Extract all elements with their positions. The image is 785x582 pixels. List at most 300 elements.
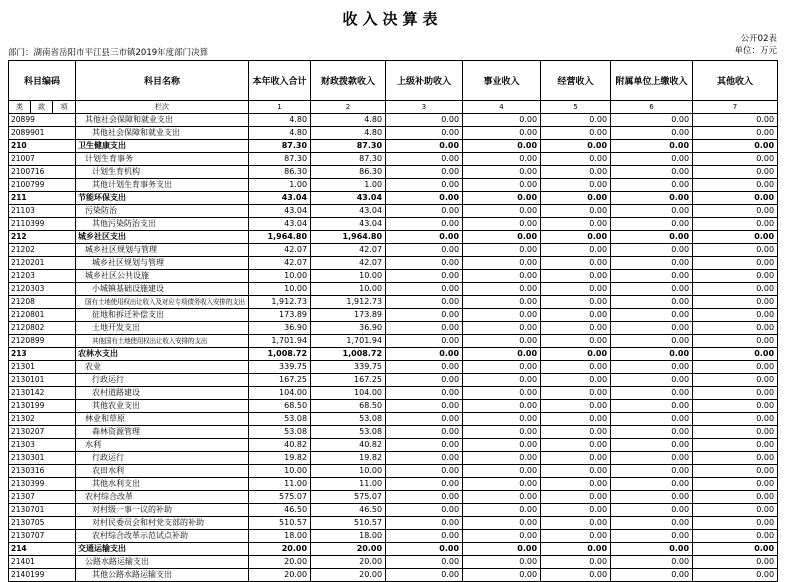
- amount-business-income: 0.00: [463, 425, 541, 438]
- subject-code: 2140199: [9, 568, 76, 581]
- amount-operating-income: 0.00: [541, 568, 611, 581]
- amount-other-income: 0.00: [693, 269, 778, 282]
- col-header-affiliated-unit-income: 附属单位上缴收入: [611, 60, 693, 100]
- amount-affiliated-unit-income: 0.00: [611, 451, 693, 464]
- unit-label: 单位：万元: [734, 46, 777, 57]
- table-row: [9, 321, 778, 334]
- amount-other-income: 0.00: [693, 438, 778, 451]
- amount-total-income: 104.00: [249, 386, 311, 399]
- amount-business-income: 0.00: [463, 113, 541, 126]
- table-row: [9, 373, 778, 386]
- amount-total-income: 40.82: [249, 438, 311, 451]
- column-index-7: 7: [693, 100, 778, 113]
- amount-business-income: 0.00: [463, 477, 541, 490]
- amount-fiscal-appropriation: 10.00: [311, 282, 386, 295]
- amount-fiscal-appropriation: 4.80: [311, 113, 386, 126]
- table-row: [9, 568, 778, 581]
- amount-superior-subsidy: 0.00: [386, 542, 463, 555]
- amount-business-income: 0.00: [463, 217, 541, 230]
- amount-superior-subsidy: 0.00: [386, 321, 463, 334]
- table-row: [9, 542, 778, 555]
- table-row: [9, 295, 778, 308]
- subject-name: 其他水利支出: [76, 477, 249, 490]
- amount-total-income: 167.25: [249, 373, 311, 386]
- amount-operating-income: 0.00: [541, 399, 611, 412]
- subject-code: 2130142: [9, 386, 76, 399]
- amount-fiscal-appropriation: 43.04: [311, 191, 386, 204]
- amount-fiscal-appropriation: 1,008.72: [311, 347, 386, 360]
- meta-right: [734, 33, 777, 58]
- col-header-operating-income: 经营收入: [541, 60, 611, 100]
- amount-fiscal-appropriation: 1,964.80: [311, 230, 386, 243]
- amount-other-income: 0.00: [693, 256, 778, 269]
- amount-operating-income: 0.00: [541, 217, 611, 230]
- amount-superior-subsidy: 0.00: [386, 191, 463, 204]
- amount-other-income: 0.00: [693, 373, 778, 386]
- table-row: [9, 464, 778, 477]
- col-header-other-income: 其他收入: [693, 60, 778, 100]
- amount-total-income: 87.30: [249, 139, 311, 152]
- amount-superior-subsidy: 0.00: [386, 555, 463, 568]
- amount-other-income: 0.00: [693, 529, 778, 542]
- amount-affiliated-unit-income: 0.00: [611, 386, 693, 399]
- amount-business-income: 0.00: [463, 230, 541, 243]
- amount-affiliated-unit-income: 0.00: [611, 516, 693, 529]
- amount-business-income: 0.00: [463, 438, 541, 451]
- table-row: [9, 412, 778, 425]
- amount-other-income: 0.00: [693, 399, 778, 412]
- table-row: [9, 490, 778, 503]
- revenue-table: [8, 60, 778, 582]
- amount-superior-subsidy: 0.00: [386, 386, 463, 399]
- amount-fiscal-appropriation: 87.30: [311, 152, 386, 165]
- column-index-3: 3: [386, 100, 463, 113]
- amount-fiscal-appropriation: 10.00: [311, 269, 386, 282]
- subject-name: 国有土地使用权出让收入及对应专项债务收入安排的支出: [76, 295, 249, 308]
- table-row: [9, 243, 778, 256]
- amount-operating-income: 0.00: [541, 425, 611, 438]
- subject-name: 小城镇基础设施建设: [76, 282, 249, 295]
- subject-name: 城乡社区规划与管理: [76, 243, 249, 256]
- subject-code: 2130399: [9, 477, 76, 490]
- amount-fiscal-appropriation: 20.00: [311, 555, 386, 568]
- table-row: [9, 347, 778, 360]
- table-row: [9, 165, 778, 178]
- amount-superior-subsidy: 0.00: [386, 269, 463, 282]
- amount-superior-subsidy: 0.00: [386, 282, 463, 295]
- amount-operating-income: 0.00: [541, 204, 611, 217]
- amount-superior-subsidy: 0.00: [386, 126, 463, 139]
- amount-superior-subsidy: 0.00: [386, 516, 463, 529]
- amount-other-income: 0.00: [693, 295, 778, 308]
- amount-business-income: 0.00: [463, 386, 541, 399]
- subject-code: 2100799: [9, 178, 76, 191]
- subject-code: 2120201: [9, 256, 76, 269]
- amount-fiscal-appropriation: 43.04: [311, 204, 386, 217]
- amount-business-income: 0.00: [463, 139, 541, 152]
- subject-code: 21303: [9, 438, 76, 451]
- amount-total-income: 10.00: [249, 282, 311, 295]
- amount-operating-income: 0.00: [541, 490, 611, 503]
- amount-superior-subsidy: 0.00: [386, 412, 463, 425]
- amount-affiliated-unit-income: 0.00: [611, 126, 693, 139]
- amount-affiliated-unit-income: 0.00: [611, 542, 693, 555]
- amount-total-income: 36.90: [249, 321, 311, 334]
- col-header-business-income: 事业收入: [463, 60, 541, 100]
- subject-code: 21301: [9, 360, 76, 373]
- amount-fiscal-appropriation: 20.00: [311, 568, 386, 581]
- amount-fiscal-appropriation: 53.08: [311, 425, 386, 438]
- amount-business-income: 0.00: [463, 243, 541, 256]
- amount-business-income: 0.00: [463, 360, 541, 373]
- amount-operating-income: 0.00: [541, 191, 611, 204]
- col-header-subject-code: 科目编码: [9, 60, 76, 100]
- subject-name: 城乡社区公共设施: [76, 269, 249, 282]
- amount-superior-subsidy: 0.00: [386, 360, 463, 373]
- table-row: [9, 230, 778, 243]
- amount-operating-income: 0.00: [541, 503, 611, 516]
- amount-affiliated-unit-income: 0.00: [611, 490, 693, 503]
- amount-business-income: 0.00: [463, 555, 541, 568]
- amount-operating-income: 0.00: [541, 529, 611, 542]
- subject-name: 行政运行: [76, 451, 249, 464]
- amount-superior-subsidy: 0.00: [386, 243, 463, 256]
- amount-fiscal-appropriation: 36.90: [311, 321, 386, 334]
- amount-superior-subsidy: 0.00: [386, 113, 463, 126]
- subject-name: 其他污染防治支出: [76, 217, 249, 230]
- subject-code: 2130301: [9, 451, 76, 464]
- amount-superior-subsidy: 0.00: [386, 295, 463, 308]
- amount-superior-subsidy: 0.00: [386, 568, 463, 581]
- amount-total-income: 46.50: [249, 503, 311, 516]
- subject-code: 2130707: [9, 529, 76, 542]
- amount-operating-income: 0.00: [541, 386, 611, 399]
- amount-fiscal-appropriation: 19.82: [311, 451, 386, 464]
- amount-affiliated-unit-income: 0.00: [611, 438, 693, 451]
- subject-code: 2130207: [9, 425, 76, 438]
- amount-total-income: 11.00: [249, 477, 311, 490]
- header-row: [9, 60, 778, 100]
- amount-affiliated-unit-income: 0.00: [611, 152, 693, 165]
- amount-superior-subsidy: 0.00: [386, 152, 463, 165]
- table-row: [9, 269, 778, 282]
- subject-name: 污染防治: [76, 204, 249, 217]
- amount-operating-income: 0.00: [541, 256, 611, 269]
- table-row: [9, 555, 778, 568]
- page-title: 收入决算表: [342, 10, 443, 28]
- amount-total-income: 4.80: [249, 113, 311, 126]
- subject-code: 2130705: [9, 516, 76, 529]
- subject-code: 2120801: [9, 308, 76, 321]
- amount-affiliated-unit-income: 0.00: [611, 230, 693, 243]
- code-subheader-class: 类: [9, 100, 31, 113]
- amount-other-income: 0.00: [693, 243, 778, 256]
- amount-affiliated-unit-income: 0.00: [611, 399, 693, 412]
- amount-operating-income: 0.00: [541, 451, 611, 464]
- amount-affiliated-unit-income: 0.00: [611, 295, 693, 308]
- amount-superior-subsidy: 0.00: [386, 438, 463, 451]
- amount-affiliated-unit-income: 0.00: [611, 165, 693, 178]
- amount-total-income: 1,912.73: [249, 295, 311, 308]
- amount-total-income: 4.80: [249, 126, 311, 139]
- amount-other-income: 0.00: [693, 516, 778, 529]
- amount-other-income: 0.00: [693, 451, 778, 464]
- amount-operating-income: 0.00: [541, 516, 611, 529]
- subject-name: 其他计划生育事务支出: [76, 178, 249, 191]
- department-line: 部门：湖南省岳阳市平江县三市镇2019年度部门决算: [8, 47, 209, 58]
- amount-operating-income: 0.00: [541, 243, 611, 256]
- amount-total-income: 43.04: [249, 204, 311, 217]
- amount-fiscal-appropriation: 20.00: [311, 542, 386, 555]
- amount-other-income: 0.00: [693, 308, 778, 321]
- table-row: [9, 282, 778, 295]
- doc-label: 公开02表: [740, 34, 777, 44]
- amount-operating-income: 0.00: [541, 464, 611, 477]
- column-index-4: 4: [463, 100, 541, 113]
- subject-name: 其他社会保障和就业支出: [76, 113, 249, 126]
- amount-superior-subsidy: 0.00: [386, 464, 463, 477]
- amount-business-income: 0.00: [463, 334, 541, 347]
- amount-affiliated-unit-income: 0.00: [611, 373, 693, 386]
- amount-other-income: 0.00: [693, 425, 778, 438]
- amount-operating-income: 0.00: [541, 555, 611, 568]
- table-row: [9, 451, 778, 464]
- amount-other-income: 0.00: [693, 503, 778, 516]
- amount-fiscal-appropriation: 87.30: [311, 139, 386, 152]
- amount-business-income: 0.00: [463, 568, 541, 581]
- amount-business-income: 0.00: [463, 373, 541, 386]
- amount-fiscal-appropriation: 4.80: [311, 126, 386, 139]
- table-row: [9, 503, 778, 516]
- amount-fiscal-appropriation: 575.07: [311, 490, 386, 503]
- amount-operating-income: 0.00: [541, 412, 611, 425]
- column-index-5: 5: [541, 100, 611, 113]
- amount-total-income: 510.57: [249, 516, 311, 529]
- amount-other-income: 0.00: [693, 178, 778, 191]
- table-row: [9, 308, 778, 321]
- amount-operating-income: 0.00: [541, 282, 611, 295]
- subject-name: 交通运输支出: [76, 542, 249, 555]
- amount-total-income: 10.00: [249, 269, 311, 282]
- table-row: [9, 113, 778, 126]
- amount-business-income: 0.00: [463, 529, 541, 542]
- amount-affiliated-unit-income: 0.00: [611, 555, 693, 568]
- amount-other-income: 0.00: [693, 542, 778, 555]
- code-subheader-item: 项: [53, 100, 76, 113]
- amount-business-income: 0.00: [463, 282, 541, 295]
- table-row: [9, 334, 778, 347]
- amount-operating-income: 0.00: [541, 373, 611, 386]
- amount-other-income: 0.00: [693, 386, 778, 399]
- subject-name: 其他公路水路运输支出: [76, 568, 249, 581]
- amount-superior-subsidy: 0.00: [386, 217, 463, 230]
- amount-affiliated-unit-income: 0.00: [611, 269, 693, 282]
- col-header-subject-name: 科目名称: [76, 60, 249, 100]
- amount-business-income: 0.00: [463, 451, 541, 464]
- amount-business-income: 0.00: [463, 126, 541, 139]
- subject-code: 2089901: [9, 126, 76, 139]
- subject-name: 城乡社区规划与管理: [76, 256, 249, 269]
- amount-fiscal-appropriation: 43.04: [311, 217, 386, 230]
- amount-total-income: 20.00: [249, 568, 311, 581]
- subject-code: 214: [9, 542, 76, 555]
- amount-operating-income: 0.00: [541, 139, 611, 152]
- amount-operating-income: 0.00: [541, 165, 611, 178]
- subject-code: 21302: [9, 412, 76, 425]
- amount-total-income: 173.89: [249, 308, 311, 321]
- subject-code: 21307: [9, 490, 76, 503]
- amount-business-income: 0.00: [463, 191, 541, 204]
- subject-code: 21401: [9, 555, 76, 568]
- amount-total-income: 1,008.72: [249, 347, 311, 360]
- amount-superior-subsidy: 0.00: [386, 165, 463, 178]
- col-header-superior-subsidy: 上级补助收入: [386, 60, 463, 100]
- subject-name: 林业和草原: [76, 412, 249, 425]
- amount-operating-income: 0.00: [541, 178, 611, 191]
- table-row: [9, 477, 778, 490]
- amount-total-income: 86.30: [249, 165, 311, 178]
- subject-code: 21103: [9, 204, 76, 217]
- amount-operating-income: 0.00: [541, 334, 611, 347]
- subject-code: 210: [9, 139, 76, 152]
- subject-name: 其他社会保障和就业支出: [76, 126, 249, 139]
- amount-operating-income: 0.00: [541, 542, 611, 555]
- amount-total-income: 575.07: [249, 490, 311, 503]
- amount-superior-subsidy: 0.00: [386, 308, 463, 321]
- amount-total-income: 43.04: [249, 217, 311, 230]
- amount-business-income: 0.00: [463, 321, 541, 334]
- amount-business-income: 0.00: [463, 464, 541, 477]
- subject-code: 21007: [9, 152, 76, 165]
- subject-name: 对村民委员会和村党支部的补助: [76, 516, 249, 529]
- amount-superior-subsidy: 0.00: [386, 334, 463, 347]
- amount-other-income: 0.00: [693, 464, 778, 477]
- amount-fiscal-appropriation: 42.07: [311, 256, 386, 269]
- subject-name: 计划生育机构: [76, 165, 249, 178]
- amount-superior-subsidy: 0.00: [386, 529, 463, 542]
- amount-affiliated-unit-income: 0.00: [611, 217, 693, 230]
- amount-fiscal-appropriation: 46.50: [311, 503, 386, 516]
- amount-affiliated-unit-income: 0.00: [611, 321, 693, 334]
- amount-operating-income: 0.00: [541, 477, 611, 490]
- amount-fiscal-appropriation: 68.50: [311, 399, 386, 412]
- amount-other-income: 0.00: [693, 568, 778, 581]
- amount-fiscal-appropriation: 510.57: [311, 516, 386, 529]
- subject-name: 节能环保支出: [76, 191, 249, 204]
- amount-fiscal-appropriation: 104.00: [311, 386, 386, 399]
- amount-fiscal-appropriation: 40.82: [311, 438, 386, 451]
- amount-total-income: 87.30: [249, 152, 311, 165]
- amount-fiscal-appropriation: 10.00: [311, 464, 386, 477]
- amount-other-income: 0.00: [693, 321, 778, 334]
- amount-superior-subsidy: 0.00: [386, 425, 463, 438]
- amount-business-income: 0.00: [463, 295, 541, 308]
- subject-code: 21203: [9, 269, 76, 282]
- amount-affiliated-unit-income: 0.00: [611, 256, 693, 269]
- amount-operating-income: 0.00: [541, 438, 611, 451]
- subject-code: 2110399: [9, 217, 76, 230]
- amount-superior-subsidy: 0.00: [386, 178, 463, 191]
- subject-name: 公路水路运输支出: [76, 555, 249, 568]
- amount-fiscal-appropriation: 1.00: [311, 178, 386, 191]
- subject-name: 对村级一事一议的补助: [76, 503, 249, 516]
- amount-fiscal-appropriation: 86.30: [311, 165, 386, 178]
- amount-total-income: 19.82: [249, 451, 311, 464]
- table-row: [9, 360, 778, 373]
- amount-affiliated-unit-income: 0.00: [611, 412, 693, 425]
- amount-other-income: 0.00: [693, 230, 778, 243]
- table-row: [9, 126, 778, 139]
- amount-affiliated-unit-income: 0.00: [611, 334, 693, 347]
- amount-other-income: 0.00: [693, 490, 778, 503]
- amount-total-income: 43.04: [249, 191, 311, 204]
- subject-name: 卫生健康支出: [76, 139, 249, 152]
- amount-fiscal-appropriation: 1,912.73: [311, 295, 386, 308]
- amount-superior-subsidy: 0.00: [386, 399, 463, 412]
- amount-affiliated-unit-income: 0.00: [611, 464, 693, 477]
- amount-total-income: 1,964.80: [249, 230, 311, 243]
- table-row: [9, 178, 778, 191]
- amount-affiliated-unit-income: 0.00: [611, 191, 693, 204]
- amount-affiliated-unit-income: 0.00: [611, 204, 693, 217]
- amount-affiliated-unit-income: 0.00: [611, 243, 693, 256]
- subject-name: 农村道路建设: [76, 386, 249, 399]
- subject-name: 农林水支出: [76, 347, 249, 360]
- subject-code: 2120899: [9, 334, 76, 347]
- table-row: [9, 139, 778, 152]
- amount-other-income: 0.00: [693, 191, 778, 204]
- amount-business-income: 0.00: [463, 399, 541, 412]
- amount-affiliated-unit-income: 0.00: [611, 425, 693, 438]
- amount-other-income: 0.00: [693, 139, 778, 152]
- amount-business-income: 0.00: [463, 516, 541, 529]
- amount-total-income: 1.00: [249, 178, 311, 191]
- amount-affiliated-unit-income: 0.00: [611, 347, 693, 360]
- amount-superior-subsidy: 0.00: [386, 139, 463, 152]
- amount-total-income: 68.50: [249, 399, 311, 412]
- subheader: [8, 33, 777, 58]
- subject-name: 其他农业支出: [76, 399, 249, 412]
- subject-name: 农业: [76, 360, 249, 373]
- amount-other-income: 0.00: [693, 204, 778, 217]
- subject-code: 20899: [9, 113, 76, 126]
- amount-business-income: 0.00: [463, 490, 541, 503]
- amount-business-income: 0.00: [463, 308, 541, 321]
- subject-name: 其他国有土地使用权出让收入安排的支出: [76, 334, 249, 347]
- amount-superior-subsidy: 0.00: [386, 490, 463, 503]
- amount-superior-subsidy: 0.00: [386, 451, 463, 464]
- amount-business-income: 0.00: [463, 256, 541, 269]
- subject-code: 2120303: [9, 282, 76, 295]
- amount-other-income: 0.00: [693, 282, 778, 295]
- subject-name: 计划生育事务: [76, 152, 249, 165]
- amount-operating-income: 0.00: [541, 126, 611, 139]
- amount-affiliated-unit-income: 0.00: [611, 139, 693, 152]
- code-subheader-section: 款: [31, 100, 53, 113]
- subject-code: 21202: [9, 243, 76, 256]
- amount-operating-income: 0.00: [541, 347, 611, 360]
- amount-affiliated-unit-income: 0.00: [611, 568, 693, 581]
- amount-total-income: 42.07: [249, 256, 311, 269]
- table-row: [9, 438, 778, 451]
- amount-operating-income: 0.00: [541, 360, 611, 373]
- table-row: [9, 191, 778, 204]
- subject-name: 农田水利: [76, 464, 249, 477]
- column-index-2: 2: [311, 100, 386, 113]
- table-row: [9, 217, 778, 230]
- amount-operating-income: 0.00: [541, 295, 611, 308]
- subject-code: 2100716: [9, 165, 76, 178]
